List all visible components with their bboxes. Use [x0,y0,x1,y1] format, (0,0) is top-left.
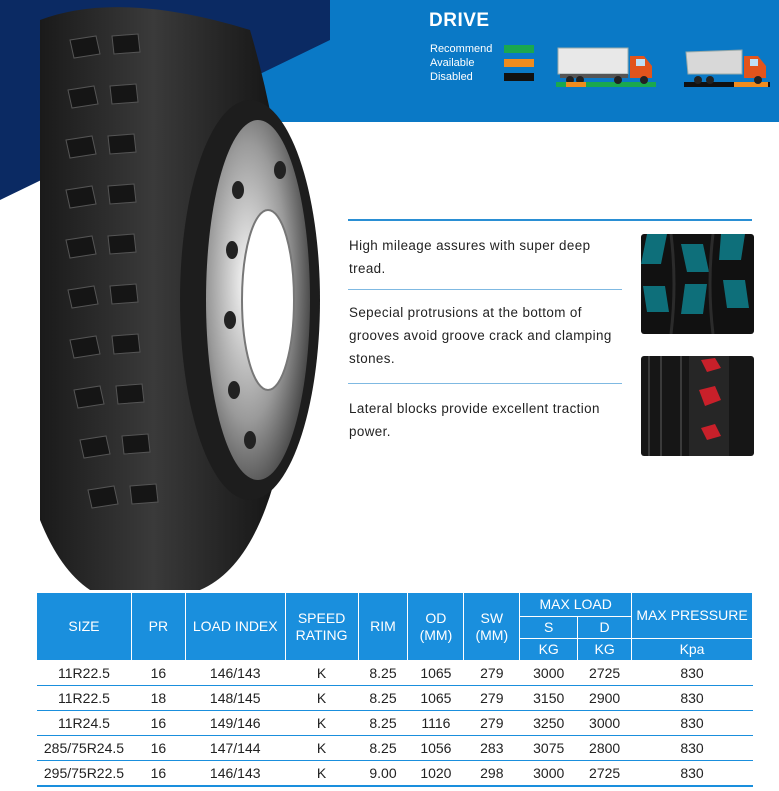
cell-load-s: 3250 [520,711,578,736]
table-row [37,661,753,686]
header-rim: RIM [358,593,408,661]
cell-pr: 16 [131,661,185,686]
cell-pressure: 830 [632,686,753,711]
legend-row-available [430,56,534,70]
header-kg-d: KG [578,639,632,661]
cell-od: 1020 [408,761,464,786]
cell-pr: 16 [131,736,185,761]
cell-load-s: 3000 [520,661,578,686]
cell-speed: K [285,736,358,761]
header-kpa: Kpa [632,639,753,661]
cell-load-s: 3000 [520,761,578,786]
legend-swatch-green [504,45,534,53]
header-load-d: D [578,617,632,639]
header-od: OD (MM) [408,593,464,661]
cell-rim: 8.25 [358,736,408,761]
cell-size: 11R22.5 [37,686,132,711]
trailer-truck-icon [556,44,656,90]
deep-tread-thumbnail [641,234,754,334]
spec-table [36,592,753,787]
tire-image [0,0,330,590]
header-kg-s: KG [520,639,578,661]
header-pr: PR [131,593,185,661]
header-max-load: MAX LOAD [520,593,632,617]
cell-sw: 279 [464,661,520,686]
cell-speed: K [285,686,358,711]
cell-load-s: 3150 [520,686,578,711]
cell-size: 11R24.5 [37,711,132,736]
table-row [37,686,753,711]
legend-swatch-orange [504,59,534,67]
cell-pr: 16 [131,711,185,736]
legend-swatch-black [504,73,534,81]
legend-row-recommend [430,42,534,56]
cell-size: 285/75R24.5 [37,736,132,761]
groove-protrusion-thumbnail [641,356,754,456]
table-row [37,736,753,761]
cell-load-d: 2800 [578,736,632,761]
feature-text-3: Lateral blocks provide excellent traction power. [349,401,600,439]
cell-od: 1056 [408,736,464,761]
cell-pressure: 830 [632,711,753,736]
cell-od: 1065 [408,686,464,711]
cell-pressure: 830 [632,736,753,761]
legend-label: Available [430,57,475,69]
cell-speed: K [285,711,358,736]
cell-sw: 283 [464,736,520,761]
legend-row-disabled [430,70,534,84]
feature-text-2: Sepecial protrusions at the bottom of grooves avoid groove crack and clamping stones. [349,305,612,366]
cell-load-d: 3000 [578,711,632,736]
cell-load-index: 148/145 [185,686,285,711]
header-size: SIZE [37,593,132,661]
cell-load-index: 146/143 [185,761,285,786]
cell-rim: 9.00 [358,761,408,786]
cell-rim: 8.25 [358,686,408,711]
cell-speed: K [285,761,358,786]
cell-pressure: 830 [632,761,753,786]
table-row [37,761,753,786]
cell-load-s: 3075 [520,736,578,761]
header-load-index: LOAD INDEX [185,593,285,661]
feature-top-divider [348,219,752,221]
header-speed-rating: SPEED RATING [285,593,358,661]
feature-text-1: High mileage assures with super deep tread. [349,238,591,276]
cell-pr: 16 [131,761,185,786]
cell-sw: 279 [464,711,520,736]
usage-legend [430,42,534,84]
header-sw: SW (MM) [464,593,520,661]
cell-load-index: 146/143 [185,661,285,686]
cell-load-index: 147/144 [185,736,285,761]
cell-size: 11R22.5 [37,661,132,686]
cell-sw: 298 [464,761,520,786]
feature-divider [348,383,622,384]
dump-truck-icon [684,44,770,90]
header-load-s: S [520,617,578,639]
cell-rim: 8.25 [358,661,408,686]
cell-pressure: 830 [632,661,753,686]
cell-od: 1116 [408,711,464,736]
header-max-pressure: MAX PRESSURE [632,593,753,639]
cell-load-index: 149/146 [185,711,285,736]
legend-label: Recommend [430,43,493,55]
cell-speed: K [285,661,358,686]
cell-pr: 18 [131,686,185,711]
cell-sw: 279 [464,686,520,711]
cell-rim: 8.25 [358,711,408,736]
cell-size: 295/75R22.5 [37,761,132,786]
legend-label: Disabled [430,71,473,83]
cell-od: 1065 [408,661,464,686]
table-row [37,711,753,736]
feature-divider [348,289,622,290]
section-title: DRIVE [429,10,490,31]
cell-load-d: 2900 [578,686,632,711]
cell-load-d: 2725 [578,761,632,786]
cell-load-d: 2725 [578,661,632,686]
